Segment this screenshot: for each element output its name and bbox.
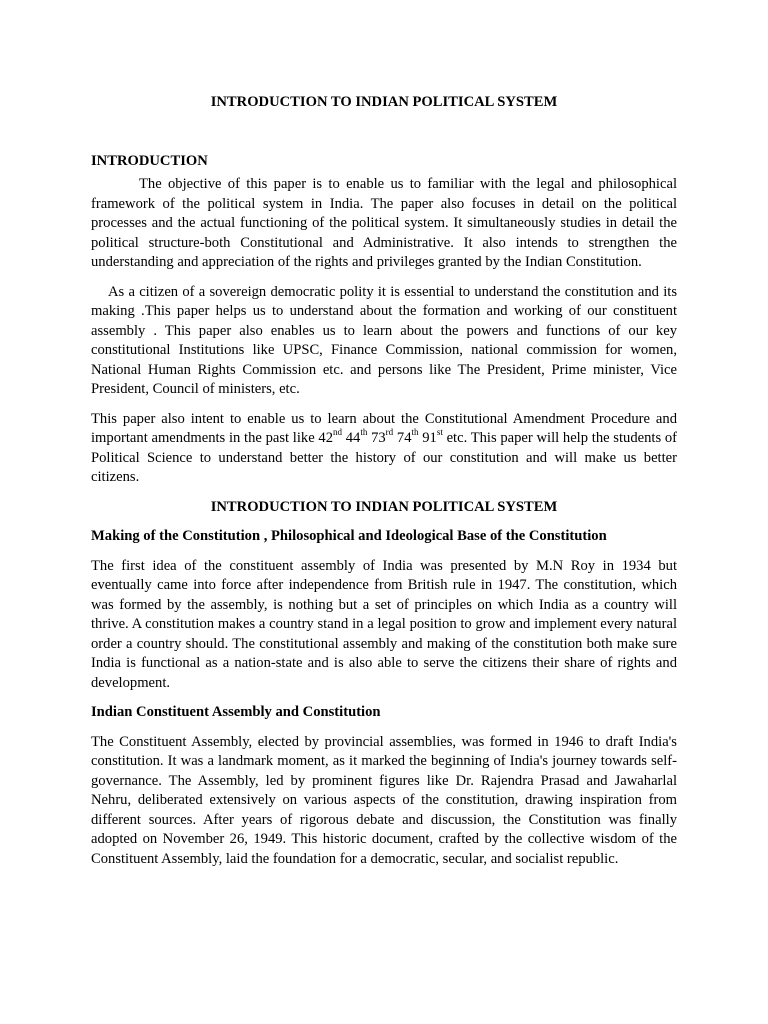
document-page	[91, 93, 677, 869]
amendment-73: 73rd	[371, 427, 394, 446]
intro-paragraph-1: The objective of this paper is to enable us to familiar with the legal and philosophical framework of the political system in India. The paper also focuses in detail on the political processes and the actual functioning of the political system. It simultaneously studies in detail the political structure-both Constitutional and Administrative. It also intends to strengthen the understanding and appreciation of the rights and privileges granted by the Indian Constitution.	[91, 176, 677, 270]
section-1-paragraph: The first idea of the constituent assembly of India was presented by M.N Roy in 1934 but eventually came into force after independence from British rule in 1947. The constitution, which was formed by the assembly, is nothing but a set of principles on which India as a country will thrive. A constitution makes a country stand in a legal position to grow and implement every natural order a country should. The constitutional assembly and making of the constitution both make sure India is functional as a nation-state and is also able to serve the citizens their share of rights and development.	[91, 557, 677, 691]
section-2-heading: Indian Constituent Assembly and Constitution	[91, 704, 381, 720]
intro-paragraph-3-lead: This paper also intent to enable us to learn about the Constitutional Amendment Procedure and important amendments in the past like	[91, 410, 677, 446]
main-title: INTRODUCTION TO INDIAN POLITICAL SYSTEM	[210, 94, 558, 110]
amendment-42: 42nd	[318, 427, 342, 446]
amendment-74: 74th	[396, 427, 419, 446]
intro-paragraph-3	[91, 410, 677, 488]
intro-heading: INTRODUCTION	[91, 152, 208, 169]
amendment-91: 91st	[422, 427, 443, 446]
amendment-44: 44th	[345, 427, 368, 446]
second-title: INTRODUCTION TO INDIAN POLITICAL SYSTEM	[210, 498, 558, 515]
intro-paragraph-3-tail: etc. This paper will help the students of Political Science to understand better the history of our constitution and will make us better citizens.	[91, 430, 678, 485]
section-1-heading: Making of the Constitution , Philosophical and Ideological Base of the Constitution	[91, 528, 607, 544]
intro-paragraph-2: As a citizen of a sovereign democratic polity it is essential to understand the constitution and its making .This paper helps us to understand about the formation and working of our constituent assembly . This paper also enables us to learn about the powers and functions of our key constitutional Institutions like UPSC, Finance Commission, national commission for women, National Human Rights Commission etc. and persons like The President, Prime minister, Vice President, Council of ministers, etc.	[91, 283, 677, 397]
section-2-paragraph: The Constituent Assembly, elected by provincial assemblies, was formed in 1946 to draft India's constitution. It was a landmark moment, as it marked the beginning of India's journey towards self-governance. The Assembly, led by prominent figures like Dr. Rajendra Prasad and Jawaharlal Nehru, deliberated extensively on various aspects of the constitution, drawing inspiration from different sources. After years of rigorous debate and discussion, the Constitution was finally adopted on November 26, 1949. This historic document, crafted by the collective wisdom of the Constituent Assembly, laid the foundation for a democratic, secular, and socialist republic.	[91, 733, 677, 867]
